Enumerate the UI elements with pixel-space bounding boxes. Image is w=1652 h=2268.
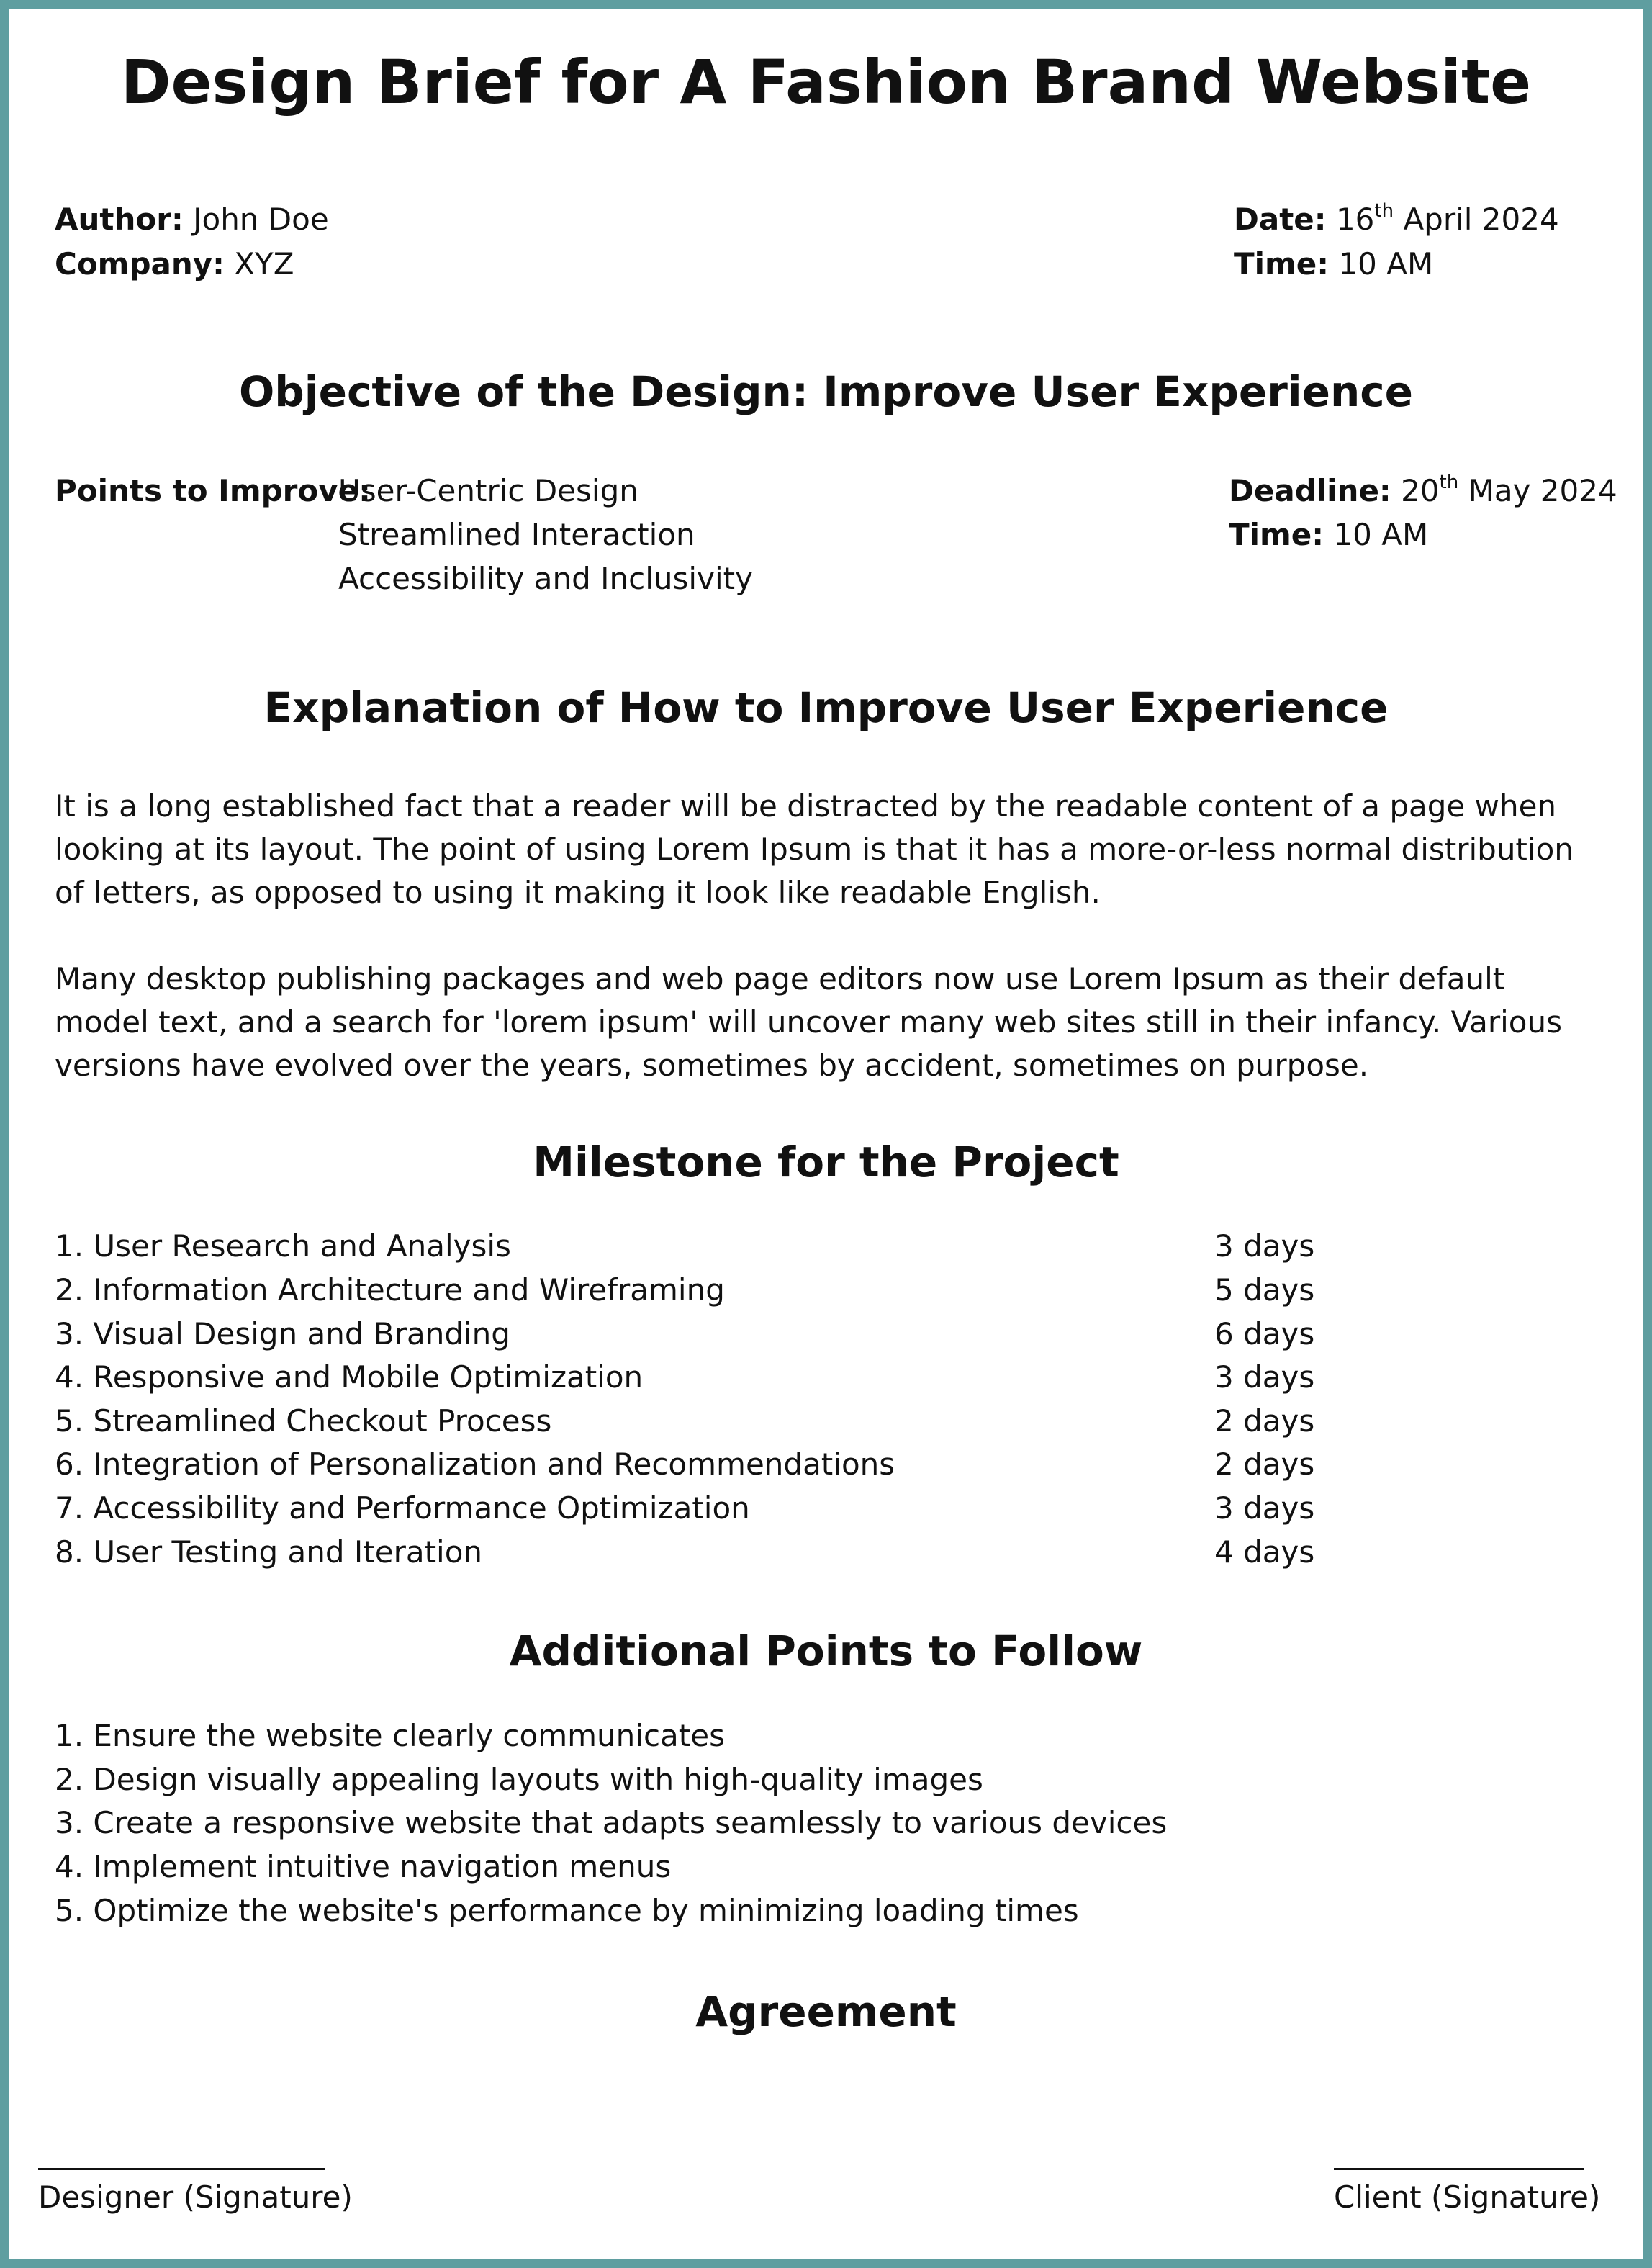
explanation-paragraph: Many desktop publishing packages and web page editors now use Lorem Ipsum as their default model text, and a search for 'lorem ipsum' will uncover many web sites still in their infancy. Various versions have evolved over the years, sometimes by accident, sometimes on purpose. <box>55 961 1562 1083</box>
additional-item: 2. Design visually appealing layouts with high-quality images <box>55 1762 983 1797</box>
milestone-duration: 4 days <box>1214 1534 1315 1570</box>
document-title: Design Brief for A Fashion Brand Website <box>120 47 1532 117</box>
date-rest: April 2024 <box>1403 202 1559 237</box>
date-label: Date: <box>1234 202 1327 237</box>
date-suffix: th <box>1374 199 1394 222</box>
points-label: Points to Improve: <box>55 473 371 508</box>
author-label: Author: <box>55 202 184 237</box>
time-label: Time: <box>1234 246 1330 282</box>
milestone-duration: 6 days <box>1214 1316 1315 1351</box>
company-value: XYZ <box>234 246 294 282</box>
milestone-duration: 3 days <box>1214 1490 1315 1526</box>
deadline-time-value: 10 AM <box>1333 517 1429 552</box>
point-item: User-Centric Design <box>338 473 638 508</box>
milestone-duration: 3 days <box>1214 1228 1315 1264</box>
milestone-duration: 5 days <box>1214 1272 1315 1308</box>
milestone-heading: Milestone for the Project <box>533 1138 1119 1187</box>
deadline-day: 20 <box>1401 473 1440 508</box>
deadline-line <box>1229 471 1617 511</box>
milestone-task: 1. User Research and Analysis <box>55 1228 511 1264</box>
milestone-task: 5. Streamlined Checkout Process <box>55 1403 552 1439</box>
milestone-duration: 2 days <box>1214 1446 1315 1482</box>
company-label: Company: <box>55 246 225 282</box>
time-line <box>1234 244 1433 284</box>
deadline-suffix: th <box>1439 471 1459 493</box>
milestone-task: 2. Information Architecture and Wireframing <box>55 1272 725 1308</box>
additional-item: 5. Optimize the website's performance by minimizing loading times <box>55 1893 1079 1928</box>
author-value: John Doe <box>193 202 329 237</box>
milestone-task: 8. User Testing and Iteration <box>55 1534 483 1570</box>
time-value: 10 AM <box>1338 246 1434 282</box>
milestone-task: 3. Visual Design and Branding <box>55 1316 510 1351</box>
additional-item: 4. Implement intuitive navigation menus <box>55 1849 672 1884</box>
deadline-rest: May 2024 <box>1468 473 1617 508</box>
explanation-heading: Explanation of How to Improve User Experience <box>263 683 1389 732</box>
milestone-duration: 2 days <box>1214 1403 1315 1439</box>
additional-item: 1. Ensure the website clearly communicates <box>55 1718 725 1753</box>
agreement-heading: Agreement <box>695 1987 957 2036</box>
client-signature-line <box>1334 2168 1584 2170</box>
deadline-label: Deadline: <box>1229 473 1391 508</box>
date-line <box>1234 199 1559 240</box>
company-line <box>55 244 294 284</box>
deadline-time-line <box>1229 515 1428 555</box>
additional-heading: Additional Points to Follow <box>509 1626 1143 1675</box>
milestone-duration: 3 days <box>1214 1359 1315 1395</box>
objective-heading: Objective of the Design: Improve User Experience <box>238 367 1414 416</box>
point-item: Accessibility and Inclusivity <box>338 561 753 596</box>
milestone-task: 7. Accessibility and Performance Optimization <box>55 1490 750 1526</box>
milestone-task: 4. Responsive and Mobile Optimization <box>55 1359 644 1395</box>
designer-signature-label: Designer (Signature) <box>38 2179 353 2215</box>
client-signature-label: Client (Signature) <box>1334 2179 1601 2215</box>
additional-item: 3. Create a responsive website that adapts seamlessly to various devices <box>55 1805 1168 1840</box>
explanation-paragraph: It is a long established fact that a reader will be distracted by the readable content of a page when looking at its layout. The point of using Lorem Ipsum is that it has a more-or-less normal distribution of letters, as opposed to using it making it look like readable English. <box>55 788 1574 910</box>
point-item: Streamlined Interaction <box>338 517 695 552</box>
date-day: 16 <box>1335 202 1375 237</box>
milestone-task: 6. Integration of Personalization and Recommendations <box>55 1446 895 1482</box>
designer-signature-line <box>38 2168 325 2170</box>
author-line <box>55 199 329 240</box>
deadline-time-label: Time: <box>1229 517 1324 552</box>
